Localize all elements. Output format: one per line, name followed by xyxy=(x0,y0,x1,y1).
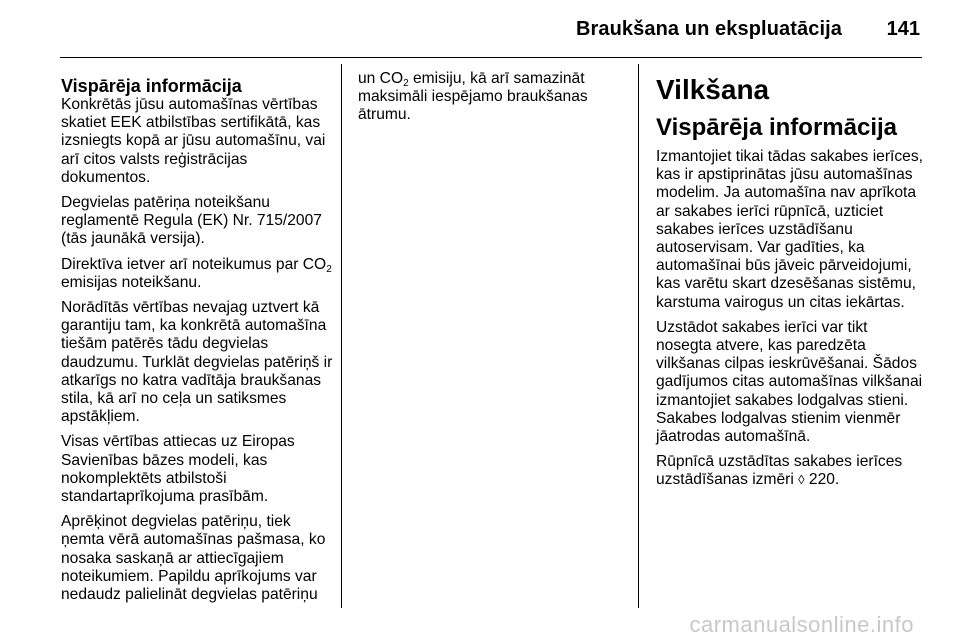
subscript: 2 xyxy=(326,263,332,275)
column-divider-2 xyxy=(638,64,639,608)
paragraph: Izmantojiet tikai tādas sakabes ierīces, kas ir apstiprinātas jūsu automašīnas modelim. Ja automašīna nav aprīkota ar sakabes ierīci rūpnīcā, uzticiet sakabes ierīces uzstādīšanu autoservisam. Var gadīties, ka automašīnai būs jāveic pārveidojumi, kas varētu skart dzesēšanas sistēmu, karstuma vairogus un citas iekārtas. xyxy=(656,148,923,311)
paragraph xyxy=(358,70,620,125)
paragraph xyxy=(61,256,336,292)
section-title: Vilkšana xyxy=(656,74,770,105)
column-1 xyxy=(61,70,336,611)
text: Rūpnīcā uzstādītas sakabes ierīces uzstādīšanas izmēri xyxy=(656,453,903,489)
subsection-heading: Vispārēja informācija xyxy=(656,114,898,141)
paragraph: Uzstādot sakabes ierīci var tikt nosegta atvere, kas paredzēta vilkšanas cilpas ieskrūvēšanai. Šādos gadījumos citas automašīnas vilkšanai izmantojiet sakabes lodgalvas stieni. Sakabes lodgalvas stienim vienmēr jāatrodas automašīnā. xyxy=(656,318,923,446)
page-number: 141 xyxy=(886,18,920,40)
chapter-title: Braukšana un ekspluatācija xyxy=(575,18,842,40)
page-header xyxy=(0,0,960,62)
text: Direktīva ietver arī noteikumus par CO xyxy=(61,255,327,273)
watermark: carmanualsonline.info xyxy=(689,612,914,637)
section-heading: Vispārēja informācija xyxy=(61,76,242,96)
paragraph: Konkrētās jūsu automašīnas vērtības skatiet EEK atbilstības sertifikātā, kas izsniegts kopā ar jūsu automašīnu, vai arī citos valsts reģistrācijas dokumentos. xyxy=(61,96,326,186)
column-3 xyxy=(656,70,926,497)
text: un CO xyxy=(358,70,404,87)
text: emisiju, kā arī samazināt maksimāli iespējamo braukšanas ātrumu. xyxy=(358,70,588,124)
page-reference[interactable]: 220. xyxy=(804,471,840,489)
subscript: 2 xyxy=(403,78,409,89)
paragraph: Degvielas patēriņa noteikšanu reglamentē Regula (EK) Nr. 715/2007 (tās jaunākā versija). xyxy=(61,194,322,248)
column-divider-1 xyxy=(341,64,342,608)
paragraph: Aprēķinot degvielas patēriņu, tiek ņemta vērā automašīnas pašmasa, ko nosaka saskaņā ar attiecīgajiem noteikumiem. Papildu aprīkojums var nedaudz palielināt degvielas patēriņu xyxy=(61,513,326,604)
paragraph: Visas vērtības attiecas uz Eiropas Savienības bāzes modeli, kas nokomplektēts atbilstoši standartaprīkojuma prasībām. xyxy=(61,433,295,506)
paragraph xyxy=(656,453,926,489)
text: emisijas noteikšanu. xyxy=(61,273,202,291)
cross-reference-icon[interactable]: ◊ xyxy=(798,472,805,488)
header-divider xyxy=(60,57,922,58)
column-2 xyxy=(358,70,620,132)
paragraph: Norādītās vērtības nevajag uztvert kā garantiju tam, ka konkrētā automašīna tiešām patērēs tādu degvielas daudzumu. Turklāt degvielas patēriņš ir atkarīgs no katra vadītāja braukšanas stila, kā arī no ceļa un satiksmes apstākļiem. xyxy=(61,299,333,426)
